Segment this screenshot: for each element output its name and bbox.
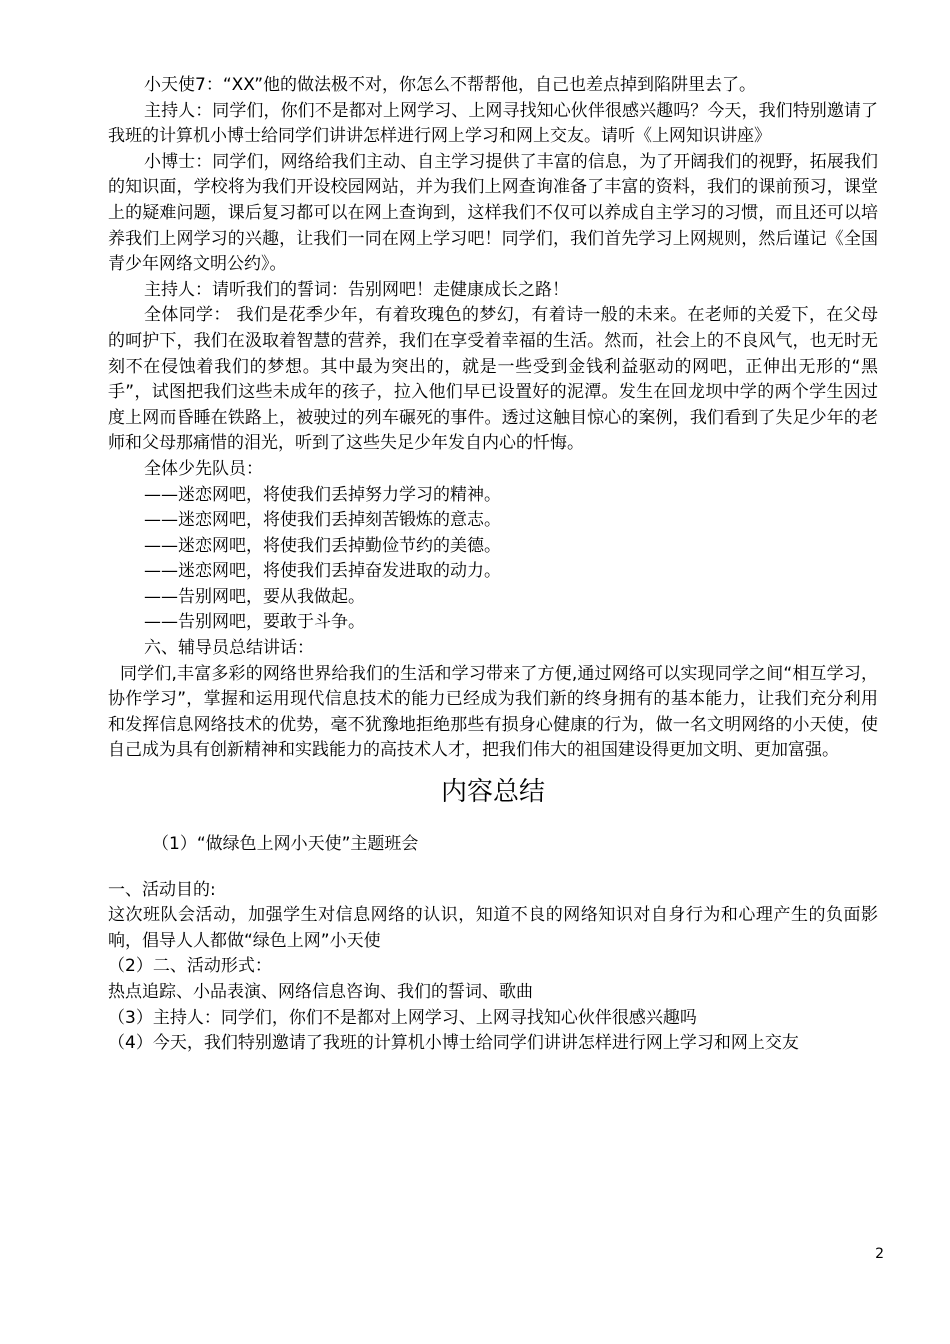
summary-line: 一、活动目的: xyxy=(108,879,216,900)
paragraph-all-students: 全体同学： 我们是花季少年，有着玫瑰色的梦幻，有着诗一般的未来。在老师的关爱下，在父母的呵护下，我们在汲取着智慧的营养，我们在享受着幸福的生活。然而，社会上的不良风气，也无时无刻不在侵蚀着我们的梦想。其中最为突出的，就是一些受到金钱利益驱动的网吧，正伸出无形的“黑手”，试图把我们这些未成年的孩子，拉入他们早已设置好的泥潭。发生在回龙坝中学的两个学生因过度上网而昏睡在铁路上，被驶过的列车碾死的事件。透过这触目惊心的案例，我们看到了失足少年的老师和父母那痛惜的泪光，听到了这些失足少年发自内心的忏悔。 xyxy=(108,305,878,454)
summary-line: （2）二、活动形式： xyxy=(108,956,272,977)
summary-subtitle: （1）“做绿色上网小天使”主题班会 xyxy=(152,834,419,855)
oath-line-6: ——告别网吧，要敢于斗争。 xyxy=(144,612,365,633)
paragraph-counselor-summary: 同学们,丰富多彩的网络世界给我们的生活和学习带来了方便,通过网络可以实现同学之间“相互学习，协作学习”，掌握和运用现代信息技术的能力已经成为我们新的终身拥有的基本能力，让我们充分利用和发挥信息网络技术的优势，毫不犹豫地拒绝那些有损身心健康的行为，做一名文明网络的小天使，使自己成为具有创新精神和实践能力的高技术人才，把我们伟大的祖国建设得更加文明、更加富强。 xyxy=(108,663,878,761)
document-page xyxy=(108,73,878,1057)
summary-line: （4）今天，我们特别邀请了我班的计算机小博士给同学们讲讲怎样进行网上学习和网上交友 xyxy=(108,1033,799,1054)
oath-line-2: ——迷恋网吧，将使我们丢掉刻苦锻炼的意志。 xyxy=(144,510,501,531)
summary-line: （3）主持人：同学们，你们不是都对上网学习、上网寻找知心伙伴很感兴趣吗 xyxy=(108,1007,697,1028)
oath-line-1: ——迷恋网吧，将使我们丢掉努力学习的精神。 xyxy=(144,484,501,505)
oath-line-4: ——迷恋网吧，将使我们丢掉奋发进取的动力。 xyxy=(144,561,501,582)
paragraph-pioneers-heading: 全体少先队员： xyxy=(144,458,263,479)
summary-line: 这次班队会活动，加强学生对信息网络的认识，知道不良的网络知识对自身行为和心理产生的负面影响，倡导人人都做“绿色上网”小天使 xyxy=(108,905,878,951)
paragraph-host-intro: 主持人：同学们，你们不是都对上网学习、上网寻找知心伙伴很感兴趣吗？今天，我们特别邀请了我班的计算机小博士给同学们讲讲怎样进行网上学习和网上交友。请听《上网知识讲座》 xyxy=(108,100,878,147)
section-six-heading: 六、辅导员总结讲话： xyxy=(144,638,314,659)
page-number: 2 xyxy=(875,1246,884,1262)
summary-title: 内容总结 xyxy=(440,777,545,808)
oath-line-3: ——迷恋网吧，将使我们丢掉勤俭节约的美德。 xyxy=(144,535,501,556)
summary-line: 热点追踪、小品表演、网络信息咨询、我们的誓词、歌曲 xyxy=(108,982,533,1002)
paragraph-angel7: 小天使7：“XX”他的做法极不对，你怎么不帮帮他，自己也差点掉到陷阱里去了。 xyxy=(144,75,757,95)
oath-line-5: ——告别网吧，要从我做起。 xyxy=(144,586,365,607)
paragraph-dr-lecture: 小博士：同学们，网络给我们主动、自主学习提供了丰富的信息，为了开阔我们的视野，拓展我们的知识面，学校将为我们开设校园网站，并为我们上网查询准备了丰富的资料，我们的课前预习，课堂上的疑难问题，课后复习都可以在网上查询到，这样我们不仅可以养成自主学习的习惯，而且还可以培养我们上网学习的兴趣，让我们一同在网上学习吧！同学们，我们首先学习上网规则，然后谨记《全国青少年网络文明公约》。 xyxy=(108,151,878,275)
paragraph-host-oath: 主持人：请听我们的誓词：告别网吧！走健康成长之路！ xyxy=(144,279,569,300)
